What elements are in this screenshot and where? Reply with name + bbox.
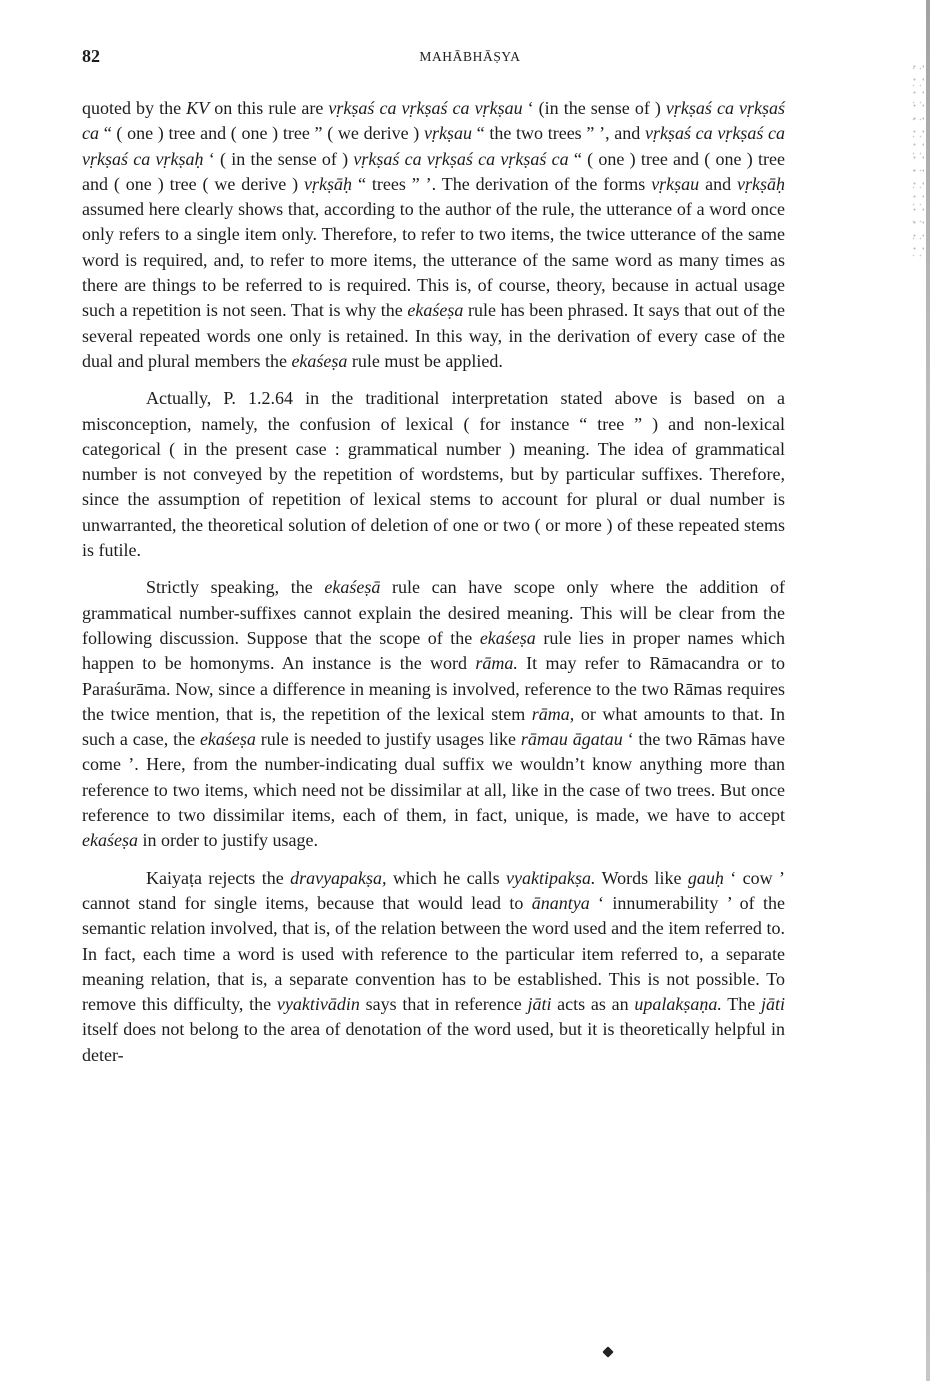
text-run: itself does not belong to the area of denotation of the word used, but it is theoretically helpful in deter- [82,1019,785,1065]
text-run: rule must be applied. [347,350,503,371]
text-run: “ the two trees ” ’, and [471,123,645,144]
sanskrit-term: ekaśeṣa [291,350,348,371]
text-run: rule can have scope only where the addition of grammatical number-suffixes cannot explain the desired meaning. This will be clear from the following discussion. Suppose that the scope of the [82,577,785,648]
sanskrit-term: vṛkṣau [651,173,700,194]
sanskrit-term: ānantya [531,892,590,913]
text-run: Strictly speaking, the [146,577,325,598]
sanskrit-term: vṛkṣaś ca vṛkṣaś ca [82,98,786,144]
sanskrit-term: vṛkṣaś ca vṛkṣaś ca vṛkṣaś ca [353,148,569,169]
sanskrit-term: vṛkṣaś ca vṛkṣaś ca vṛkṣau [328,98,523,118]
sanskrit-term: gauḥ [687,867,724,888]
sanskrit-term: ekaśeṣa [199,729,256,750]
text-run: The [721,994,761,1015]
sanskrit-term: ekaśeṣa [82,830,138,851]
sanskrit-term: rāma. [475,653,518,674]
sanskrit-term: jāti [527,994,552,1015]
text-run: It may refer to Rāmacandra or to Paraśurāma. Now, since a difference in meaning is involved, reference to the two Rāmas requires the twice mention, that is, the repetition of the lexical stem [82,653,785,724]
sanskrit-term: ekaśeṣa [407,300,464,321]
paragraph-2 [82,386,785,563]
running-head: MAHĀBHĀṢYA [419,49,521,64]
text-run: ‘ innumerability ’ of the semantic relation involved, that is, of the relation between the word used and the item referred to. In fact, each time a word is used with reference to the particular item referred to, a separate meaning relation, that is, a separate convention has to be established. This is not possible. To remove this difficulty, the [82,892,785,1015]
text-run: ‘ cow ’ cannot stand for single items, because that would lead to [82,867,785,913]
sanskrit-term: vyaktivādin [276,994,360,1015]
sanskrit-term: vṛkṣāḥ [737,173,785,194]
sanskrit-term: vṛkṣaś ca vṛkṣaś ca vṛkṣaś ca vṛkṣaḥ [82,123,786,169]
text-run: rule lies in proper names which happen to be homonyms. An instance is the word [82,627,785,674]
sanskrit-term: vṛkṣāḥ [304,173,353,194]
text-run: quoted by the [82,98,187,118]
text-run: ‘ (in the sense of ) [522,98,666,118]
text-run: ‘ ( in the sense of ) [203,148,354,169]
body-text [82,96,785,1080]
sanskrit-term: vyaktipakṣa. [506,867,596,888]
text-run: which he calls [386,867,507,888]
text-run: Words like [595,867,688,888]
text-run: and [699,173,737,194]
scan-edge-shadow [926,0,930,1381]
sanskrit-term: KV [186,98,210,118]
text-run: acts as an [551,994,635,1015]
text-run: ‘ the two Rāmas have come ’. Here, from the number-indicating dual suffix we wouldn’t know anything more than reference to two items, which need not be dissimilar at all, like in the case of two trees. But once reference to two dissimilar items, each of them, in fact, unique, is made, we have to accept [82,729,786,826]
text-run: rule has been phrased. It says that out of the several repeated words one only is retained. In this way, in the derivation of every case of the dual and plural members the [82,300,785,371]
paragraph-4 [82,866,785,1068]
text-run: assumed here clearly shows that, according to the author of the rule, the utterance of a word once only refers to a single item only. Therefore, to refer to two items, the twice utterance of the same word is required, and, to refer to more items, the utterance of the same word as many times as there are things to be referred to is required. This is, of course, theory, because in actual usage such a repetition is not seen. That is why the [82,199,785,321]
page-header [82,46,822,72]
paragraph-3 [82,575,785,853]
text-run: on this rule are [209,98,329,118]
paragraph-1 [82,96,785,374]
text-run: Kaiyaṭa rejects the [146,867,291,888]
sanskrit-term: rāma, [531,703,575,724]
sanskrit-term: upalakṣaṇa. [634,994,722,1015]
stray-ink-mark [602,1346,613,1357]
text-run: rule is needed to justify usages like [255,729,521,750]
text-run: in order to justify usage. [137,830,318,851]
page-number: 82 [82,46,100,66]
sanskrit-term: ekaśeṣa [479,627,536,648]
sanskrit-term: rāmau āgatau [520,729,623,750]
sanskrit-term: jāti [760,994,785,1015]
text-run: or what amounts to that. In such a case, the [82,703,785,750]
text-run: Actually, P. 1.2.64 in the traditional interpretation stated above is based on a misconception, namely, the confusion of lexical ( for instance “ tree ” ) and non-lexical categorical ( in the present case : grammatical number ) meaning. The idea of grammatical number is not conveyed by the repetition of wordstems, but by particular suffixes. Therefore, since the assumption of repetition of lexical stems to account for plural or dual number is unwarranted, the theoretical solution of deletion of one or two ( or more ) of these repeated stems is futile. [82,388,785,561]
sanskrit-term: dravyapakṣa, [290,867,387,888]
sanskrit-term: vṛkṣau [423,123,472,144]
sanskrit-term: ekaśeṣā [324,577,381,598]
text-run: says that in reference [359,994,528,1015]
text-run: “ trees ” ’. The derivation of the forms [352,173,652,194]
text-run: “ ( one ) tree and ( one ) tree ” ( we derive ) [99,123,424,144]
scan-specks [910,60,924,260]
text-run: “ ( one ) tree and ( one ) tree and ( one ) tree ( we derive ) [82,148,785,194]
